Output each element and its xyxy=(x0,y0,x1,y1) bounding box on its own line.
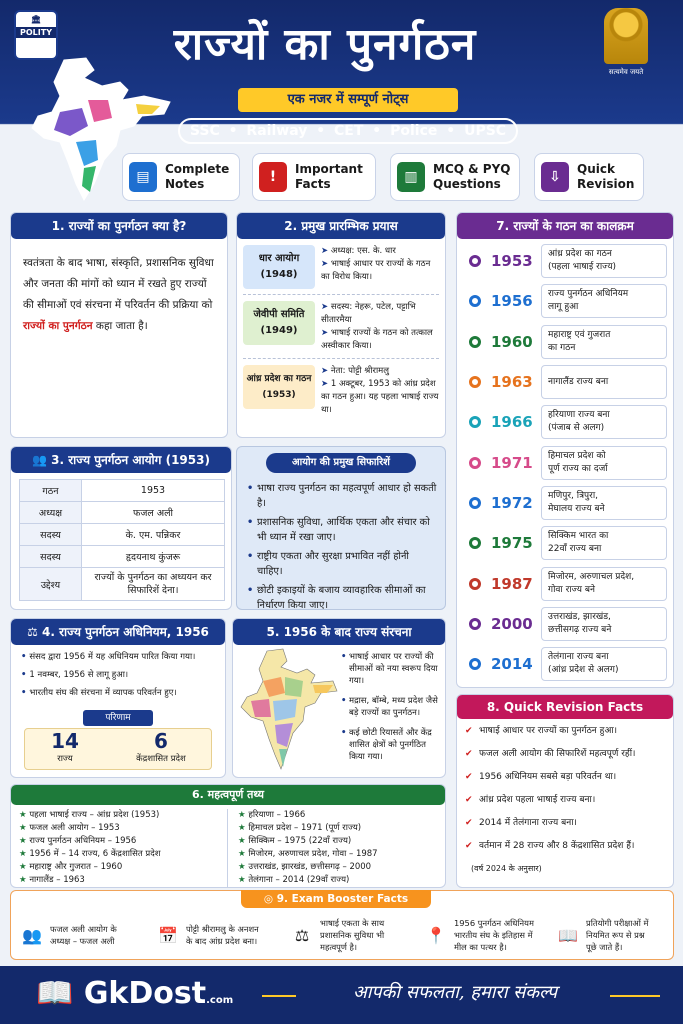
section-heading: ◎ 9. Exam Booster Facts xyxy=(241,890,431,908)
section-what-is-reorganisation xyxy=(10,212,228,438)
feature-mcq-pyq[interactable] xyxy=(390,153,520,201)
section-body: स्वतंत्रता के बाद भाषा, संस्कृति, प्रशासनिक सुविधा और जनता की मांगों को ध्यान में रखते हुए राज्यों की सीमाओं एवं संरचना में परिवर्तन की प्रक्रिया को राज्यों का पुनर्गठन कहा जाता है। xyxy=(23,257,214,332)
timeline-dot xyxy=(469,255,481,267)
timeline-item xyxy=(457,402,673,442)
list-item: ✔ वर्तमान में 28 राज्य और 8 केंद्रशासित प्रदेश हैं। xyxy=(465,840,665,853)
effort-point: ➤ भाषाई आधार पर राज्यों के गठन का विरोध किया। xyxy=(321,258,439,284)
section-sr-commission xyxy=(10,446,232,610)
calendar-icon: 📅 xyxy=(158,925,178,945)
timeline-year: 1960 xyxy=(491,332,533,351)
list-item: ★ उत्तराखंड, झारखंड, छत्तीसगढ़ – 2000 xyxy=(238,861,437,874)
tagline: आपकी सफलता, हमारा संकल्प xyxy=(352,982,558,1003)
section-timeline xyxy=(456,212,674,688)
effort-item xyxy=(243,365,439,422)
timeline-year: 1972 xyxy=(491,493,533,512)
book-open-icon: ▥ xyxy=(397,162,425,192)
scales-icon: ⚖ xyxy=(294,925,310,945)
timeline-event: महाराष्ट्र एवं गुजरात का गठन xyxy=(541,325,667,359)
emblem-motto: सत्यमेव जयते xyxy=(608,68,644,76)
list-item: • कई छोटी रियासतें और केंद्र शासित क्षेत्रों को पुनर्गठित किया गया। xyxy=(341,727,443,763)
timeline-dot xyxy=(469,497,481,509)
timeline-event: हरियाणा राज्य बना (पंजाब से अलग) xyxy=(541,405,667,439)
section-heading: 5. 1956 के बाद राज्य संरचना xyxy=(233,619,445,645)
timeline-year: 1966 xyxy=(491,413,533,432)
feature-complete-notes[interactable] xyxy=(122,153,240,201)
timeline-event: उत्तराखंड, झारखंड, छत्तीसगढ़ राज्य बने xyxy=(541,607,667,641)
section-heading: 6. महत्वपूर्ण तथ्य xyxy=(11,785,445,805)
timeline-year: 1987 xyxy=(491,574,533,593)
divider xyxy=(610,995,660,997)
section-quick-revision xyxy=(456,694,674,888)
timeline-item xyxy=(457,563,673,603)
table-row: सदस्य के. एम. पन्निकर xyxy=(20,524,225,546)
table-row: उद्देश्य राज्यों के पुनर्गठन का अध्ययन कर सिफारिशें देना। xyxy=(20,568,225,601)
ut-count: 6 केंद्रशासित प्रदेश xyxy=(136,729,186,764)
list-item: • मद्रास, बॉम्बे, मध्य प्रदेश जैसे बड़े राज्यों का पुनर्गठन। xyxy=(341,695,443,719)
timeline-item xyxy=(457,362,673,402)
map-pin-icon: 📍 xyxy=(426,925,446,945)
effort-point: ➤ भाषाई राज्यों के गठन को तत्काल अस्वीकार किया। xyxy=(321,327,439,353)
booster-item: 👥 फजल अली आयोग के अध्यक्ष – फजल अली xyxy=(19,915,145,955)
booster-item: 📅 पोट्टी श्रीरामलु के अनशन के बाद आंध्र प्रदेश बना। xyxy=(155,915,285,955)
commission-table xyxy=(19,479,225,601)
timeline-item xyxy=(457,604,673,644)
timeline-list xyxy=(457,239,673,684)
list-item: • छोटी इकाइयों के बजाय व्यावहारिक सीमाओं का निर्धारण किया जाए। xyxy=(247,583,437,613)
timeline-dot xyxy=(469,457,481,469)
national-emblem xyxy=(598,8,654,80)
list-item: ★ हिमाचल प्रदेश – 1971 (पूर्ण राज्य) xyxy=(238,822,437,835)
timeline-event: आंध्र प्रदेश का गठन (पहला भाषाई राज्य) xyxy=(541,244,667,278)
timeline-dot xyxy=(469,376,481,388)
timeline-year: 1953 xyxy=(491,252,533,271)
effort-name: जेवीपी समिति (1949) xyxy=(243,301,315,345)
section-recommendations xyxy=(236,446,446,610)
section-early-efforts xyxy=(236,212,446,438)
facts-right xyxy=(228,809,437,887)
list-item: ★ महाराष्ट्र और गुजरात – 1960 xyxy=(19,861,227,874)
list-item: ✔ भाषाई आधार पर राज्यों का पुनर्गठन हुआ। xyxy=(465,725,665,738)
list-item: ★ नागालैंड – 1963 xyxy=(19,874,227,887)
ashoka-lions-icon xyxy=(604,8,648,64)
list-item: ★ मिजोरम, अरुणाचल प्रदेश, गोवा – 1987 xyxy=(238,848,437,861)
timeline-event: तेलंगाना राज्य बना (आंध्र प्रदेश से अलग) xyxy=(541,647,667,681)
effort-name: धार आयोग (1948) xyxy=(243,245,315,289)
list-item: ✔ 2014 में तेलंगाना राज्य बना। xyxy=(465,817,665,830)
feature-quick-revision[interactable] xyxy=(534,153,644,201)
polity-label: POLITY xyxy=(16,27,56,38)
feature-label: Complete Notes xyxy=(165,162,230,191)
effort-item xyxy=(243,301,439,359)
table-row: अध्यक्ष फजल अली xyxy=(20,502,225,524)
effort-point: ➤ नेता: पोट्टी श्रीरामलु xyxy=(321,365,439,378)
feature-label: MCQ & PYQ Questions xyxy=(433,162,511,191)
list-item: ★ तेलंगाना – 2014 (29वाँ राज्य) xyxy=(238,874,437,887)
timeline-dot xyxy=(469,618,481,630)
table-row: गठन 1953 xyxy=(20,480,225,502)
timeline-event: मिजोरम, अरुणाचल प्रदेश, गोवा राज्य बने xyxy=(541,567,667,601)
effort-point: ➤ 1 अक्टूबर, 1953 को आंध्र प्रदेश का गठन हुआ। यह पहला भाषाई राज्य था। xyxy=(321,378,439,417)
section-heading: 👥 3. राज्य पुनर्गठन आयोग (1953) xyxy=(11,447,231,473)
timeline-event: मणिपुर, त्रिपुरा, मेघालय राज्य बने xyxy=(541,486,667,520)
open-book-icon: 📖 xyxy=(36,976,74,1011)
section-heading: 1. राज्यों का पुनर्गठन क्या है? xyxy=(11,213,227,239)
list-item: ★ राज्य पुनर्गठन अधिनियम – 1956 xyxy=(19,835,227,848)
result-box xyxy=(24,710,212,770)
feature-label: Quick Revision xyxy=(577,162,635,191)
timeline-item xyxy=(457,483,673,523)
booster-item: 📍 1956 पुनर्गठन अधिनियम भारतीय संघ के इतिहास में मील का पत्थर है। xyxy=(423,915,555,955)
timeline-dot xyxy=(469,416,481,428)
timeline-year: 1956 xyxy=(491,292,533,311)
timeline-year: 1963 xyxy=(491,373,533,392)
timeline-dot xyxy=(469,658,481,670)
section-heading: ⚖ 4. राज्य पुनर्गठन अधिनियम, 1956 xyxy=(11,619,225,645)
parliament-icon: 🏛 xyxy=(30,15,42,24)
timeline-item xyxy=(457,523,673,563)
section-important-facts xyxy=(10,784,446,888)
list-item: ★ सिक्किम – 1975 (22वाँ राज्य) xyxy=(238,835,437,848)
highlight-term: राज्यों का पुनर्गठन xyxy=(23,320,93,332)
section-heading: 2. प्रमुख प्रारम्भिक प्रयास xyxy=(237,213,445,239)
list-item: • 1 नवम्बर, 1956 से लागू हुआ। xyxy=(21,669,217,681)
timeline-dot xyxy=(469,537,481,549)
section-exam-booster xyxy=(10,890,674,960)
list-item: • भाषाई आधार पर राज्यों की सीमाओं को नया स्वरूप दिया गया। xyxy=(341,651,443,687)
facts-left xyxy=(19,809,228,887)
booster-item: 📖 प्रतियोगी परीक्षाओं में नियमित रूप से प्रश्न पूछे जाते हैं। xyxy=(555,915,673,955)
list-item: • संसद द्वारा 1956 में यह अधिनियम पारित किया गया। xyxy=(21,651,217,663)
effort-item xyxy=(243,245,439,295)
gavel-icon: ⚖ xyxy=(27,625,43,639)
effort-name: आंध्र प्रदेश का गठन (1953) xyxy=(243,365,315,409)
section-heading: 8. Quick Revision Facts xyxy=(457,695,673,719)
timeline-year: 2014 xyxy=(491,655,533,674)
timeline-item xyxy=(457,442,673,482)
book-icon: 📖 xyxy=(558,925,578,945)
states-count: 14 राज्य xyxy=(51,729,79,764)
polity-badge xyxy=(14,10,58,60)
list-item: • राष्ट्रीय एकता और सुरक्षा प्रभावित नहीं होनी चाहिए। xyxy=(247,549,437,579)
timeline-year: 2000 xyxy=(491,614,533,633)
effort-point: ➤ अध्यक्ष: एस. के. धार xyxy=(321,245,439,258)
timeline-item xyxy=(457,241,673,281)
table-row: सदस्य हृदयनाथ कुंजरू xyxy=(20,546,225,568)
revision-note: (वर्ष 2024 के अनुसार) xyxy=(471,864,542,873)
timeline-item xyxy=(457,322,673,362)
page-title: राज्यों का पुनर्गठन xyxy=(173,19,477,70)
list-item: • भारतीय संघ की संरचना में व्यापक परिवर्तन हुए। xyxy=(21,687,217,699)
timeline-item xyxy=(457,281,673,321)
list-item: ★ पहला भाषाई राज्य – आंध्र प्रदेश (1953) xyxy=(19,809,227,822)
timeline-event: राज्य पुनर्गठन अधिनियम लागू हुआ xyxy=(541,284,667,318)
timeline-dot xyxy=(469,295,481,307)
timeline-event: नागालैंड राज्य बना xyxy=(541,365,667,399)
list-item: ✔ आंध्र प्रदेश पहला भाषाई राज्य बना। xyxy=(465,794,665,807)
timeline-dot xyxy=(469,336,481,348)
result-label: परिणाम xyxy=(83,710,153,726)
list-item: • भाषा राज्य पुनर्गठन का महत्वपूर्ण आधार हो सकती है। xyxy=(247,481,437,511)
effort-point: ➤ सदस्य: नेहरू, पटेल, पट्टाभि सीतारमैया xyxy=(321,301,439,327)
page-subtitle: एक नजर में सम्पूर्ण नोट्स xyxy=(238,88,458,112)
recommendations-heading: आयोग की प्रमुख सिफारिशें xyxy=(266,453,416,473)
download-icon: ⇩ xyxy=(541,162,569,192)
list-item: ★ हरियाणा – 1966 xyxy=(238,809,437,822)
booster-item: ⚖ भाषाई एकता के साथ प्रशासनिक सुविधा भी महत्वपूर्ण है। xyxy=(289,915,415,955)
timeline-item xyxy=(457,644,673,684)
feature-important-facts[interactable] xyxy=(252,153,376,201)
list-item: ✔ 1956 अधिनियम सबसे बड़ा परिवर्तन था। xyxy=(465,771,665,784)
list-item: • प्रशासनिक सुविधा, आर्थिक एकता और संचार को भी ध्यान में रखा जाए। xyxy=(247,515,437,545)
timeline-year: 1971 xyxy=(491,453,533,472)
facts-icon: ! xyxy=(259,162,287,192)
group-icon: 👥 xyxy=(22,925,42,945)
india-states-map-icon xyxy=(237,647,339,775)
target-icon: ◎ xyxy=(263,893,277,905)
list-item: ★ 1956 में – 14 राज्य, 6 केंद्रशासित प्रदेश xyxy=(19,848,227,861)
timeline-event: सिक्किम भारत का 22वाँ राज्य बना xyxy=(541,526,667,560)
timeline-dot xyxy=(469,578,481,590)
exam-list: SSC • Railway • CET • Police • UPSC xyxy=(178,118,518,144)
section-heading: 7. राज्यों के गठन का कालक्रम xyxy=(457,213,673,239)
timeline-year: 1975 xyxy=(491,534,533,553)
list-item: ✔ फजल अली आयोग की सिफारिशें महत्वपूर्ण रहीं। xyxy=(465,748,665,761)
notes-icon: ▤ xyxy=(129,162,157,192)
timeline-event: हिमाचल प्रदेश को पूर्ण राज्य का दर्जा xyxy=(541,446,667,480)
section-post-1956 xyxy=(232,618,446,778)
brand-logo[interactable]: 📖 GkDost.com xyxy=(36,976,234,1011)
group-icon: 👥 xyxy=(32,453,52,467)
feature-label: Important Facts xyxy=(295,162,363,191)
list-item: ★ फजल अली आयोग – 1953 xyxy=(19,822,227,835)
